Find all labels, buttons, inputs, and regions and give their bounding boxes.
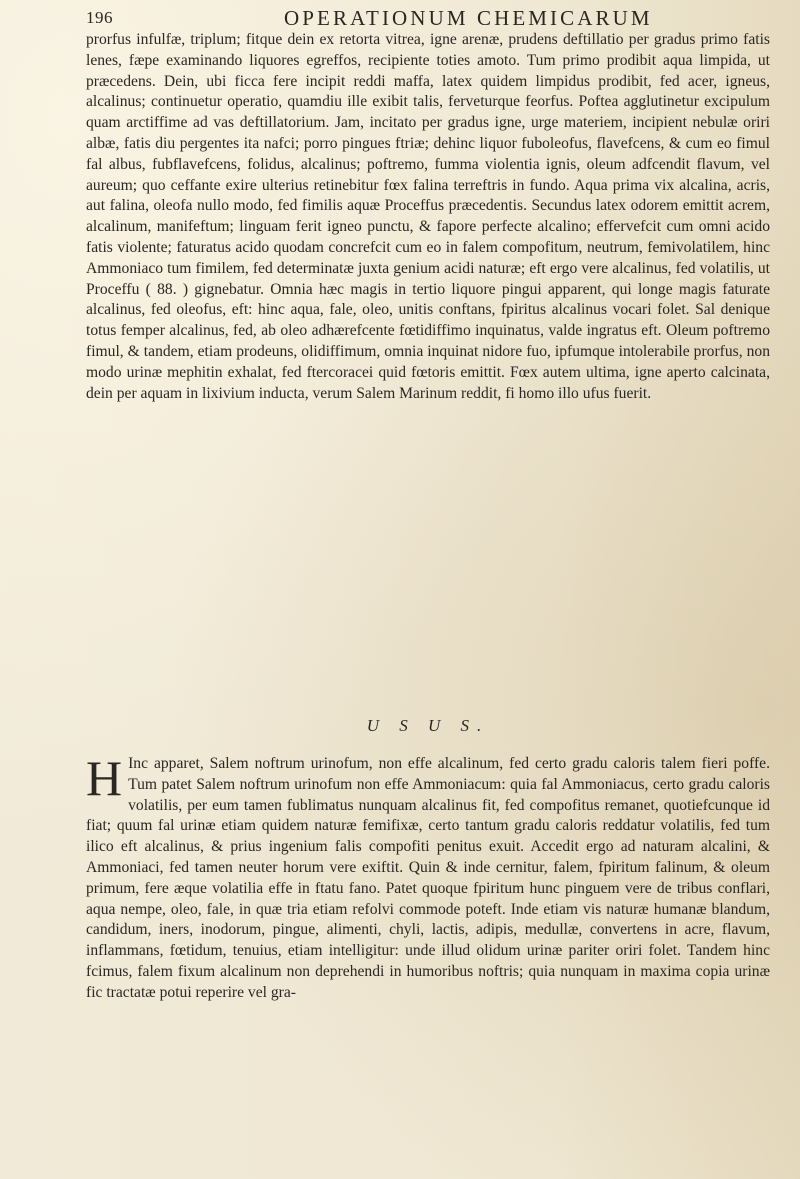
paragraph-1: prorfus infulfæ, triplum; fitque dein ex retorta vitrea, igne arenæ, prudens deftillatio per gradus primo fatis lenes, fæpe examinando liquores egreffos, recipiente toties amoto. Tum primo prodibit aqua limpida, ut præcedens. Dein, ubi ficca fere incipit reddi maffa, latex quidem limpidus prodibit, fed acer, igneus, alcalinus; continuetur operatio, quamdiu ille exibit talis, ferveturque feorfus. Poftea agglutinetur excipulum quam arctiffime ad vas deftillatorium. Jam, incitato per gradus igne, urge materiem, incipient nebulæ oriri albæ, fatis diu pergentes ita nafci; porro pingues ftriæ; dehinc liquor fuboleofus, flavefcens, & cum eo fimul fal albus, fubflavefcens, folidus, alcalinus; poftremo, fumma violentia ignis, oleum adfcendit flavum, vel aureum; quo ceffante exire ulterius retinebitur fœx falina terreftris in fundo. Aqua prima vix alcalina, acris, aut falina, oleofa nullo modo, fed fimilis aquæ Proceffus præcedentis. Secundus latex odorem emittit acrem, alcalinum, manifeftum; linguam ferit igneo punctu, & fapore perfecte alcalino; effervefcit cum omni acido fatis violente; faturatus acido quodam concrefcit cum eo in falem compofitum, neutrum, femivolatilem, hinc Ammoniaco tum fimilem, fed determinatæ juxta genium acidi naturæ; eft ergo vere alcalinus, fed volatilis, ut Proceffu ( 88. ) gignebatur. Omnia hæc magis in tertio liquore pingui apparent, qui longe magis faturate alcalinus, fed oleofus, eft: hinc aqua, fale, oleo, unitis conftans, fpiritus alcalinus vocari folet. Sal denique totus femper alcalinus, fed, ab oleo adhærefcente fœtidiffimo inquinatus, valde ingratus eft. Oleum poftremo fimul, & tandem, etiam prodeuns, olidiffimum, omnia inquinat nidore fuo, ipfumque intolerabile prorfus, non modo urinæ mephitin exhalat, fed ftercoracei quid fœtoris emittit. Fœx autem ultima, igne aperto calcinata, dein per aquam in lixivium inducta, verum Salem Marinum reddit, fi homo illo ufus fuerit. xyxy=(86,31,770,402)
paragraph-2-text: Inc apparet, Salem noftrum urinofum, non effe alcalinum, fed certo gradu caloris talem fieri poffe. Tum patet Salem noftrum urinofum non effe Ammoniacum: quia fal Ammoniacus, certo gradu caloris volatilis, per eum tamen fublimatus nunquam alcalinus fit, fed compofitus remanet, quotiefcunque id fiat; quum fal urinæ etiam quidem naturæ femifixæ, certo tantum gradu caloris reddatur volatilis, fed tum ilico eft alcalinus, & prius ingenium falis compofiti penitus exuit. Accedit ergo ad naturam alcalini, & Ammoniaci, fed tamen neuter horum vere exiftit. Quin & inde cernitur, falem, fpiritum falinum, & oleum primum, fere æque volatilia effe in ftatu fano. Patet quoque fpiritum hunc pinguem vere de tribus conflari, aqua nempe, oleo, fale, in quæ tria etiam refolvi commode poteft. Inde etiam vis naturæ humanæ blandum, candidum, iners, inodorum, pingue, alimenti, chyli, lactis, adipis, medullæ, convertens in acre, flavum, inflammans, fœtidum, tenuius, etiam intelligitur: unde illud olidum urinæ pariter oriri folet. Tandem hinc fcimus, falem fixum alcalinum non deprehendi in humoribus noftris; quia nunquam in maxima copia urinæ fic tractatæ potui reperire vel gra- xyxy=(86,755,770,1001)
running-title: OPERATIONUM CHEMICARUM xyxy=(284,6,653,30)
drop-cap: H xyxy=(86,750,123,806)
section-heading: U S U S. xyxy=(366,716,490,735)
paragraph-2 xyxy=(86,750,770,1004)
page-number: 196 xyxy=(86,8,113,27)
page-header xyxy=(86,2,766,32)
